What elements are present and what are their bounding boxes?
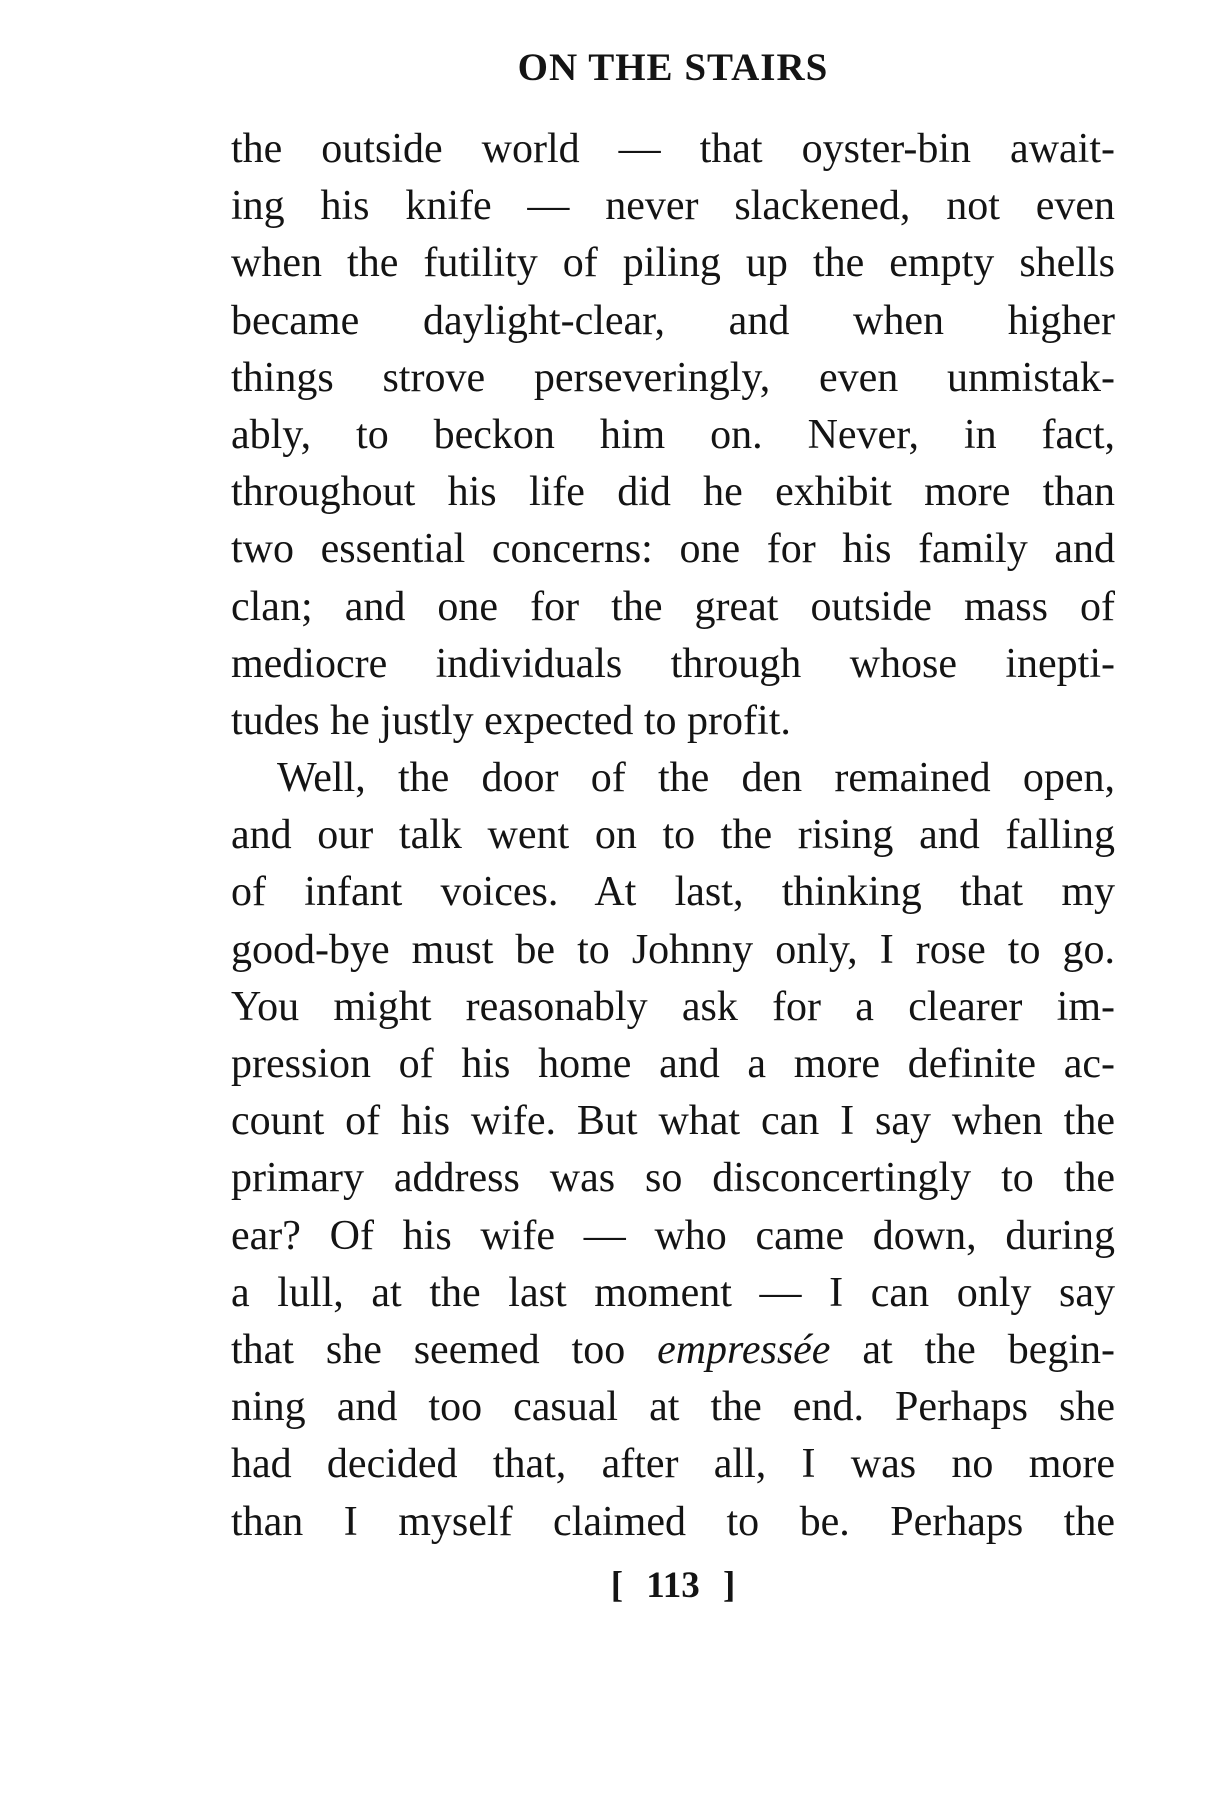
text-line: throughout his life did he exhibit more than (231, 469, 1115, 516)
book-page (231, 0, 1115, 1813)
page-number: [ 113 ] (610, 1565, 736, 1606)
text-segment: at the begin- (830, 1326, 1115, 1373)
text-line: became daylight-clear, and when higher (231, 297, 1115, 344)
running-head: ON THE STAIRS (517, 46, 829, 89)
text-line: pression of his home and a more definite ac- (231, 1041, 1115, 1087)
text-line: ear? Of his wife — who came down, during (231, 1212, 1115, 1259)
body-text (231, 121, 1115, 1551)
text-line: than I myself claimed to be. Perhaps the (231, 1498, 1115, 1545)
text-line-with-italic (231, 1322, 1115, 1379)
text-line: You might reasonably ask for a clearer im- (231, 983, 1115, 1030)
text-line: had decided that, after all, I was no more (231, 1441, 1115, 1488)
paragraph-end-line: tudes he justly expected to profit. (231, 697, 791, 744)
text-line: clan; and one for the great outside mass of (231, 583, 1115, 630)
text-line: good-bye must be to Johnny only, I rose to go. (231, 926, 1115, 973)
text-line: primary address was so disconcertingly to the (231, 1155, 1115, 1202)
text-segment: that she seemed too (231, 1326, 658, 1373)
text-line: things strove perseveringly, even unmistak- (231, 354, 1115, 401)
text-line: count of his wife. But what can I say when the (231, 1098, 1115, 1145)
text-line: and our talk went on to the rising and falling (231, 812, 1115, 859)
text-line: ning and too casual at the end. Perhaps she (231, 1384, 1115, 1431)
text-line: two essential concerns: one for his family and (231, 526, 1115, 573)
text-line: mediocre individuals through whose inepti- (231, 640, 1115, 687)
text-line: ing his knife — never slackened, not even (231, 183, 1115, 230)
paragraph-start-line: Well, the door of the den remained open, (277, 755, 1115, 802)
text-line: the outside world — that oyster-bin await- (231, 126, 1115, 172)
text-line: of infant voices. At last, thinking that my (231, 869, 1115, 916)
text-line: when the futility of piling up the empty shells (231, 240, 1115, 287)
text-line: a lull, at the last moment — I can only say (231, 1269, 1115, 1316)
italic-word: empressée (657, 1326, 831, 1373)
text-line: ably, to beckon him on. Never, in fact, (231, 411, 1115, 458)
